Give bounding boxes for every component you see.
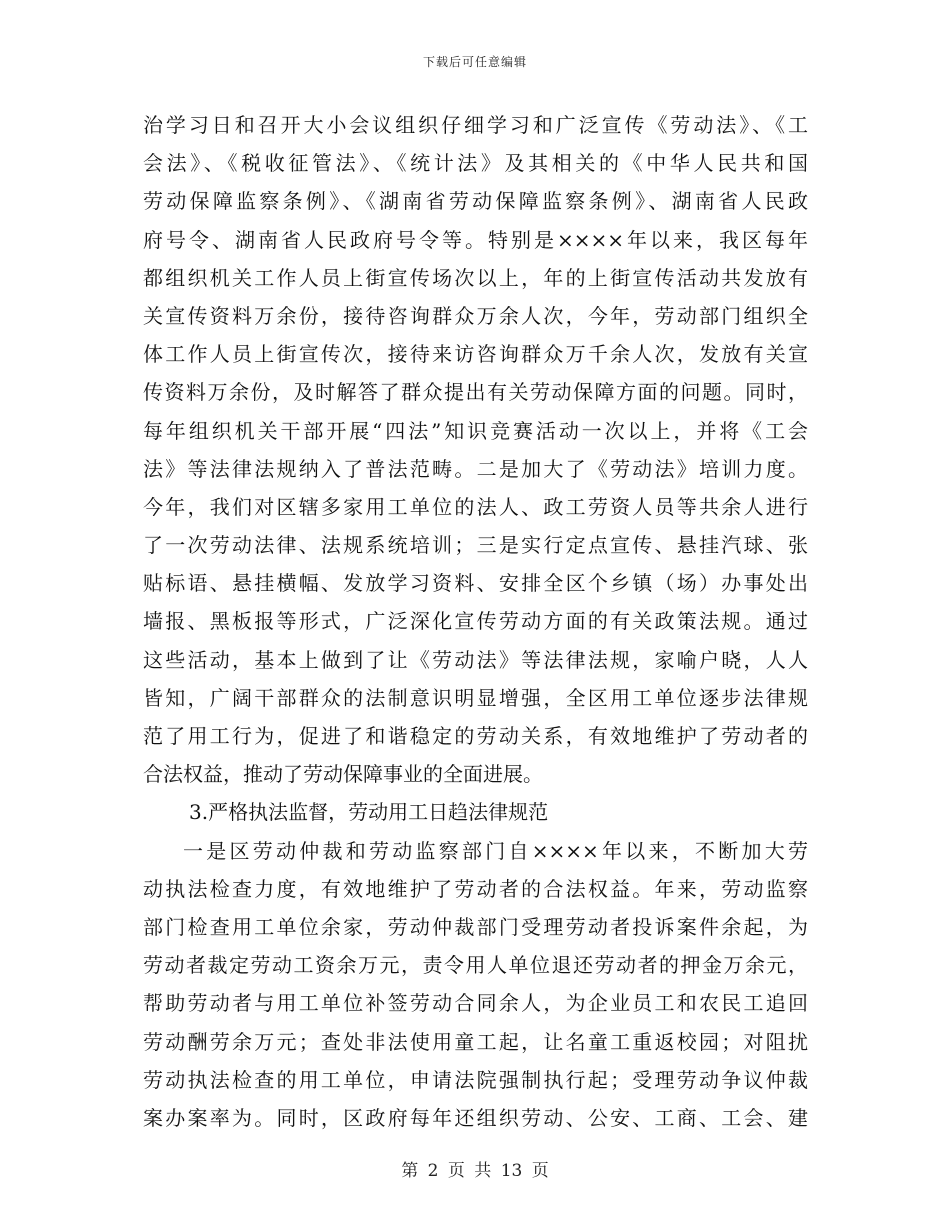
- body-line: 劳动酬劳余万元；查处非法使用童工起，让名童工重返校园；对阻扰: [143, 1029, 808, 1054]
- body-line: 劳动保障监察条例》、《湖南省劳动保障监察条例》、湖南省人民政: [143, 189, 808, 214]
- body-line: 体工作人员上街宣传次，接待来访咨询群众万千余人次，发放有关宣: [143, 342, 808, 367]
- body-line: 范了用工行为，促进了和谐稳定的劳动关系，有效地维护了劳动者的: [143, 724, 808, 748]
- body-line: 今年，我们对区辖多家用工单位的法人、政工劳资人员等共余人进行: [143, 494, 808, 519]
- body-line: 会法》、《税收征管法》、《统计法》及其相关的《中华人民共和国: [143, 151, 808, 176]
- body-line: 治学习日和召开大小会议组织仔细学习和广泛宣传《劳动法》、《工: [143, 113, 808, 137]
- body-line: 法》等法律法规纳入了普法范畴。二是加大了《劳动法》培训力度。: [143, 456, 808, 481]
- body-line: 劳动者裁定劳动工资余万元，责令用人单位退还劳动者的押金万余元，: [143, 953, 808, 978]
- body-line: 合法权益，推动了劳动保障事业的全面进展。: [143, 762, 543, 787]
- body-line: 墙报、黑板报等形式，广泛深化宣传劳动方面的有关政策法规。通过: [143, 609, 808, 634]
- page-number: 第 2 页 共 13 页: [401, 1161, 549, 1181]
- body-line: 部门检查用工单位余家，劳动仲裁部门受理劳动者投诉案件余起，为: [143, 914, 808, 939]
- body-line: 皆知，广阔干部群众的法制意识明显增强，全区用工单位逐步法律规: [143, 685, 808, 710]
- body-line: 动执法检查力度，有效地维护了劳动者的合法权益。年来，劳动监察: [143, 876, 808, 901]
- section-heading: 3.严格执法监督，劳动用工日趋法律规范: [189, 800, 549, 825]
- body-line: 案办案率为。同时，区政府每年还组织劳动、公安、工商、工会、建: [143, 1105, 808, 1130]
- header-note: 下载后可任意编辑: [422, 55, 527, 69]
- body-line: 这些活动，基本上做到了让《劳动法》等法律法规，家喻户晓，人人: [143, 647, 808, 672]
- body-line: 帮助劳动者与用工单位补签劳动合同余人，为企业员工和农民工追回: [143, 991, 808, 1016]
- body-line: 都组织机关工作人员上街宣传场次以上，年的上街宣传活动共发放有: [143, 265, 808, 290]
- body-line: 每年组织机关干部开展“四法”知识竞赛活动一次以上，并将《工会: [143, 418, 808, 443]
- body-line: 府号令、湖南省人民政府号令等。特别是××××年以来，我区每年: [143, 227, 808, 252]
- body-line: 传资料万余份，及时解答了群众提出有关劳动保障方面的问题。同时，: [143, 380, 808, 405]
- body-line: 一是区劳动仲裁和劳动监察部门自××××年以来，不断加大劳: [183, 838, 808, 863]
- body-line: 贴标语、悬挂横幅、发放学习资料、安排全区个乡镇（场）办事处出: [143, 571, 808, 596]
- body-line: 劳动执法检查的用工单位，申请法院强制执行起；受理劳动争议仲裁: [143, 1067, 808, 1092]
- body-line: 关宣传资料万余份，接待咨询群众万余人次，今年，劳动部门组织全: [143, 303, 808, 328]
- body-text: [143, 106, 808, 1137]
- body-line: 了一次劳动法律、法规系统培训；三是实行定点宣传、悬挂汽球、张: [143, 533, 808, 558]
